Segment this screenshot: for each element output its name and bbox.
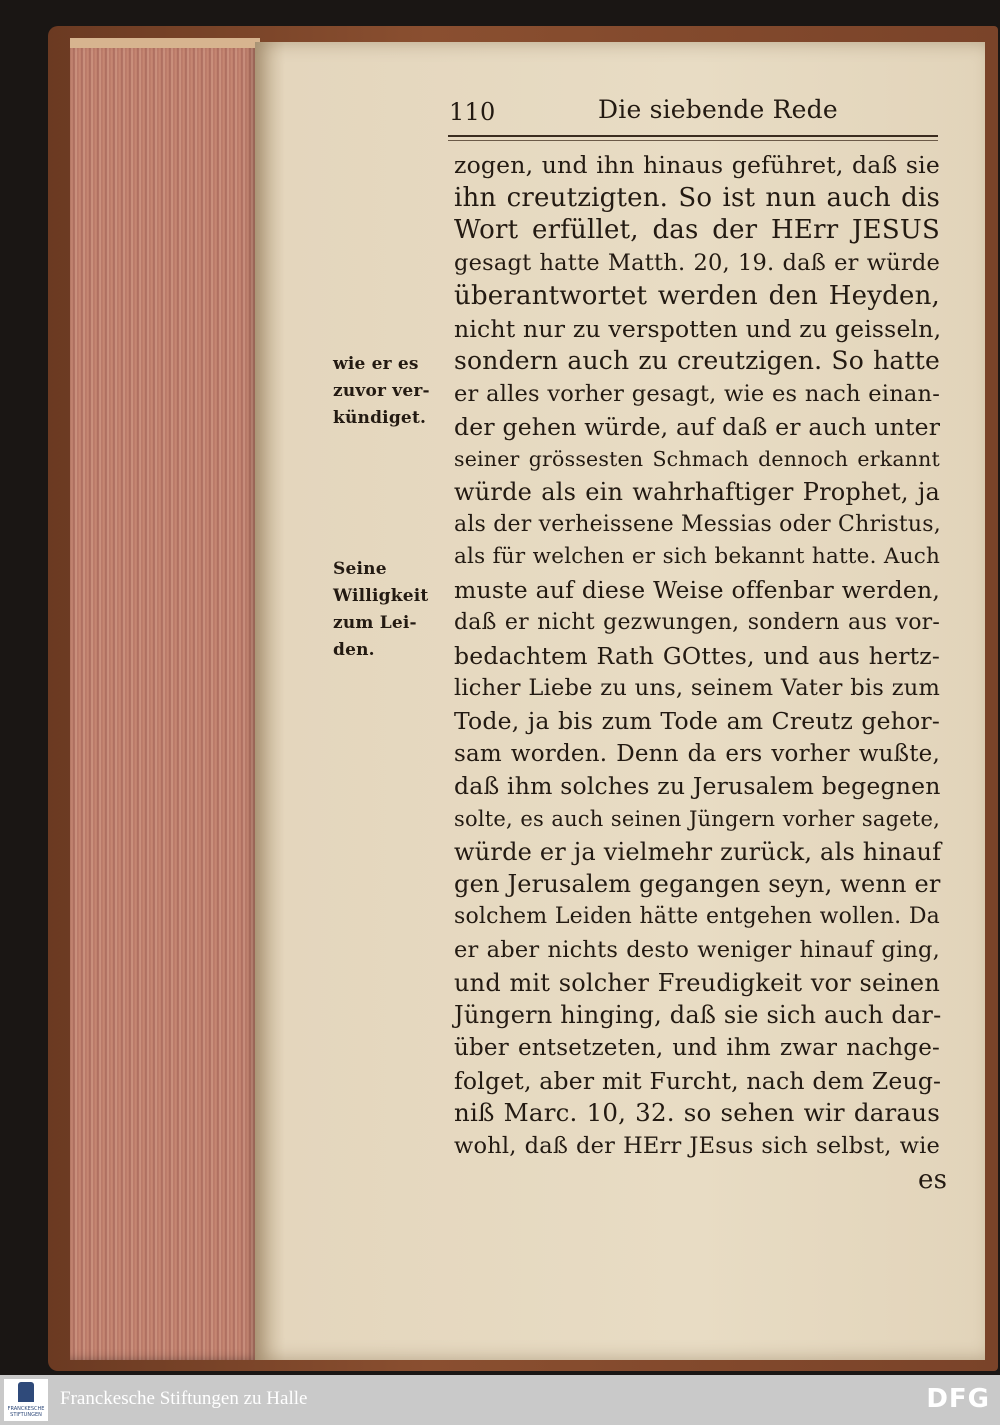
body-line: daß ihm solches zu Jerusalem begegnen — [454, 772, 941, 801]
margin-note-line: zuvor ver- — [333, 381, 430, 401]
body-line: sam worden. Denn da ers vorher wußte, — [454, 740, 940, 767]
body-line: er aber nichts desto weniger hinauf ging, — [454, 936, 940, 963]
body-line: nicht nur zu verspotten und zu geisseln, — [454, 314, 942, 343]
body-line: als für welchen er sich bekannt hatte. Auch — [454, 544, 940, 570]
margin-note-line: den. — [333, 640, 375, 660]
header-rule-thin — [448, 140, 938, 141]
body-line: sondern auch zu creutzigen. So hatte — [454, 346, 940, 376]
margin-note-line: wie er es — [333, 354, 419, 374]
body-line: seiner grössesten Schmach dennoch erkannt — [454, 447, 940, 472]
body-line: und mit solcher Freudigkeit vor seinen — [454, 968, 940, 997]
logo-text: FRANCKESCHE STIFTUNGEN — [7, 1406, 45, 1418]
body-line: Jüngern hinging, daß sie sich auch dar- — [454, 1001, 942, 1030]
body-line: würde er ja vielmehr zurück, als hinauf — [454, 837, 942, 866]
funder-logo[interactable]: DFG — [926, 1384, 990, 1414]
institution-name[interactable]: Franckesche Stiftungen zu Halle — [60, 1388, 308, 1409]
header-rule — [448, 135, 938, 137]
body-line: wohl, daß der HErr JEsus sich selbst, wie — [454, 1133, 940, 1159]
body-line: über entsetzeten, und ihm zwar nachge- — [454, 1034, 940, 1061]
body-line: solchem Leiden hätte entgehen wollen. Da — [454, 904, 940, 930]
body-line: muste auf diese Weise offenbar werden, — [454, 576, 940, 605]
body-line: folget, aber mit Furcht, nach dem Zeug- — [454, 1066, 942, 1095]
logo-mark-icon — [18, 1382, 34, 1402]
page-edges — [70, 40, 260, 1360]
body-line: als der verheissene Messias oder Christus, — [454, 511, 941, 537]
running-head: Die siebende Rede — [598, 95, 838, 124]
body-line: gen Jerusalem gegangen seyn, wenn er — [454, 870, 941, 899]
body-line: Tode, ja bis zum Tode am Creutz gehor- — [454, 706, 940, 735]
margin-note-line: kündiget. — [333, 408, 427, 428]
institution-logo — [4, 1379, 48, 1421]
body-line: niß Marc. 10, 32. so sehen wir daraus — [454, 1098, 940, 1128]
page-number: 110 — [449, 98, 496, 126]
margin-note-line: Seine — [333, 559, 387, 579]
body-line: der gehen würde, auf daß er auch unter — [454, 412, 941, 441]
body-line: ihn creutzigten. So ist nun auch dis — [454, 182, 940, 213]
body-line: überantwortet werden den Heyden, — [454, 280, 940, 311]
body-line: bedachtem Rath GOttes, und aus hertz- — [454, 641, 940, 670]
body-line: gesagt hatte Matth. 20, 19. daß er würde — [454, 250, 940, 277]
body-line: zogen, und ihn hinaus geführet, daß sie — [454, 151, 940, 179]
body-line: er alles vorher gesagt, wie es nach einan- — [454, 380, 940, 407]
body-line: licher Liebe zu uns, seinem Vater bis zum — [454, 675, 940, 702]
body-line: Wort erfüllet, das der HErr JESUS — [454, 215, 940, 246]
body-line: solte, es auch seinen Jüngern vorher sagete, — [454, 807, 940, 831]
footer-bar — [0, 1375, 1000, 1425]
page-edges-top — [70, 38, 260, 48]
body-line: würde als ein wahrhaftiger Prophet, ja — [454, 478, 940, 506]
catchword: es — [918, 1165, 948, 1195]
body-line: daß er nicht gezwungen, sondern aus vor- — [454, 609, 940, 635]
margin-note-line: zum Lei- — [333, 613, 417, 633]
margin-note-line: Willigkeit — [333, 586, 429, 606]
